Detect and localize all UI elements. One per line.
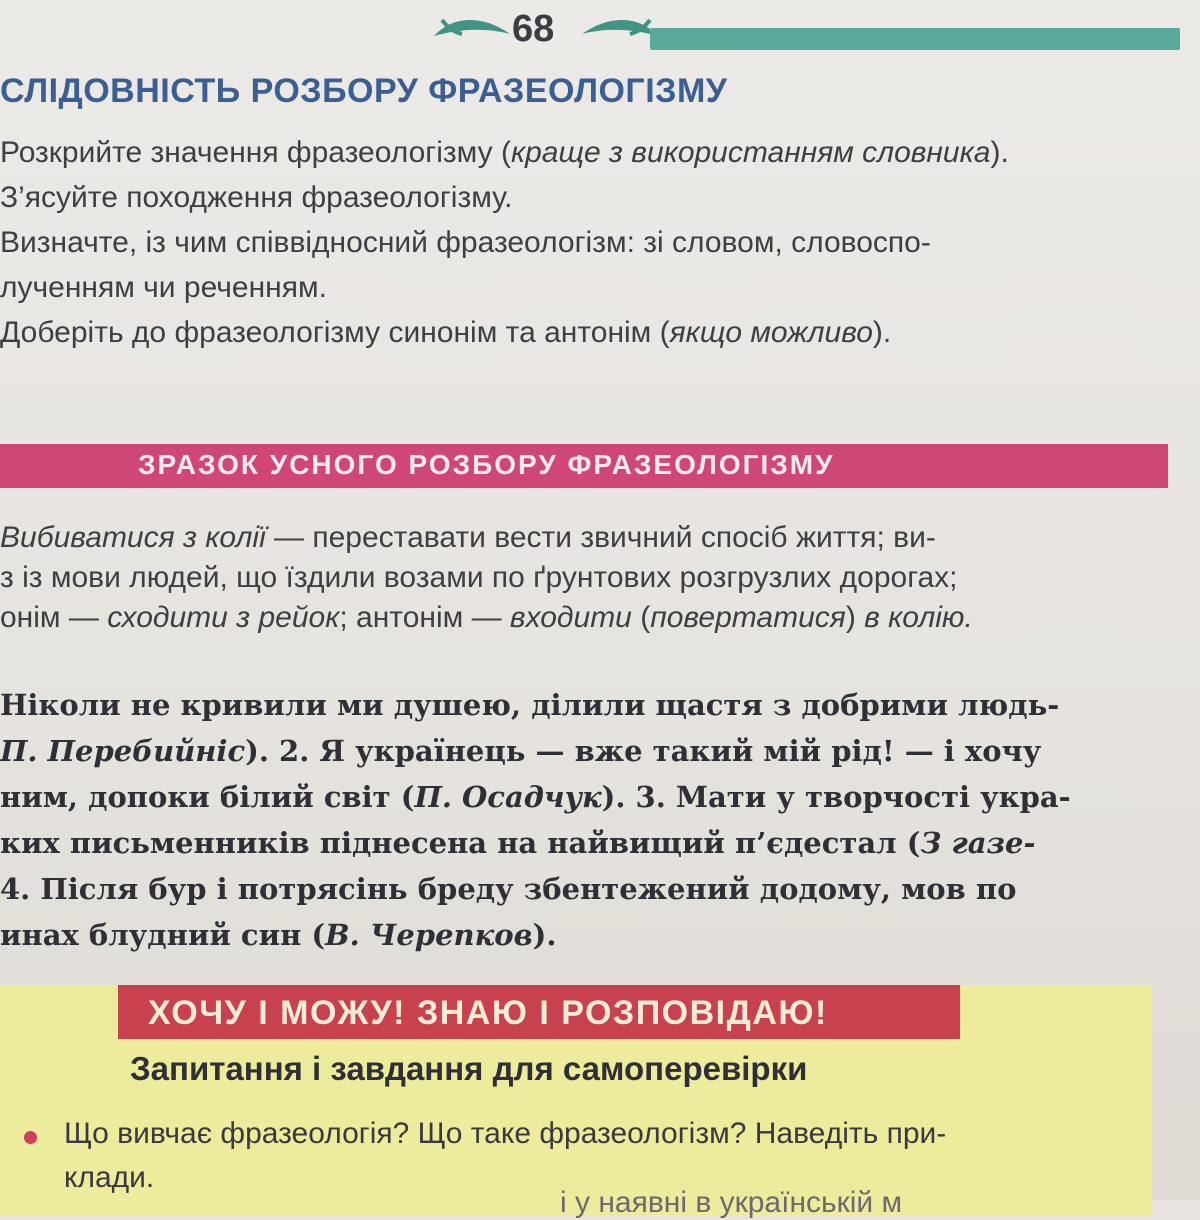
sample-heading: ЗРАЗОК УСНОГО РОЗБОРУ ФРАЗЕОЛОГІЗМУ [138, 449, 835, 480]
text-fragment: ; антонім — [339, 601, 510, 634]
text-fragment: Розкрийте значення фразеологізму ( [0, 136, 511, 169]
italic-fragment: сходити з рейок [107, 601, 340, 634]
self-check-banner-title: ХОЧУ І МОЖУ! ЗНАЮ І РОЗПОВІДАЮ! [148, 994, 828, 1032]
page-number: 68 [512, 8, 555, 50]
italic-fragment: П. Перебийніс [0, 734, 246, 768]
step-line [0, 310, 1190, 355]
sample-line [0, 558, 1190, 598]
self-check-subtitle: Запитання і завдання для самоперевірки [130, 1050, 808, 1087]
text-fragment: Доберіть до фразеологізму синонім та антонім ( [0, 316, 670, 349]
exercise-line [0, 866, 1190, 912]
sample-line [0, 518, 1190, 558]
italic-fragment: повертатися [650, 601, 846, 634]
exercise-line [0, 774, 1190, 820]
step-line [0, 220, 1190, 265]
text-fragment: ). 3. Мати у творчості укра- [601, 780, 1071, 814]
exercise-line [0, 682, 1190, 728]
analysis-steps [0, 130, 1190, 355]
italic-fragment: в колію. [864, 601, 973, 634]
step-line [0, 175, 1190, 220]
exercise-line [0, 912, 1190, 958]
cut-off-line: і у наявні в українській м [560, 1186, 903, 1219]
text-fragment: — переставати вести звичний спосіб життя; ви- [265, 521, 936, 554]
exercise-line [0, 728, 1190, 774]
text-fragment: ) [845, 601, 865, 634]
step-line [0, 130, 1190, 175]
left-leaf-ornament-icon [432, 14, 512, 48]
text-fragment: ). [990, 136, 1009, 169]
text-fragment: ним, допоки білий світ ( [0, 780, 415, 814]
sample-analysis [0, 518, 1190, 638]
question-line: Що вивчає фразеологія? Що таке фразеологізм? Наведіть при- [64, 1117, 947, 1150]
italic-fragment: В. Черепков [325, 918, 533, 952]
italic-fragment: якщо можливо [669, 316, 873, 349]
italic-fragment: Вибиватися з колії [0, 521, 266, 554]
bullet-icon [24, 1131, 37, 1144]
text-fragment: ). [532, 918, 557, 952]
exercise-line [0, 820, 1190, 866]
text-fragment: онім — [0, 601, 108, 634]
exercise-text [0, 682, 1190, 958]
question-line: клади. [64, 1161, 155, 1194]
section-title: СЛІДОВНІСТЬ РОЗБОРУ ФРАЗЕОЛОГІЗМУ [0, 72, 728, 110]
italic-fragment: З газе- [920, 826, 1036, 860]
step-line [0, 265, 1190, 310]
text-fragment: з із мови людей, що їздили возами по ґрунтових розгрузлих дорогах; [0, 561, 958, 594]
right-leaf-ornament-icon [580, 14, 660, 48]
text-fragment: З’ясуйте походження фразеологізму. [0, 181, 513, 214]
text-fragment: Визначте, із чим співвідносний фразеологізм: зі словом, словоспо- [0, 226, 931, 259]
text-fragment: ( [631, 601, 651, 634]
italic-fragment: входити [509, 601, 632, 634]
sample-line [0, 598, 1190, 638]
italic-fragment: П. Осадчук [414, 780, 602, 814]
text-fragment: ). 2. Я українець — вже такий мій рід! — і хочу [245, 734, 1042, 768]
header-bar [650, 28, 1180, 50]
text-fragment: Ніколи не кривили ми душею, ділили щастя з добрими людь- [0, 688, 1060, 722]
text-fragment: инах блудний син ( [0, 918, 326, 952]
text-fragment: 4. Після бур і потрясінь бреду збентежений додому, мов по [0, 872, 1017, 906]
text-fragment: лученням чи реченням. [0, 271, 327, 304]
italic-fragment: краще з використанням словника [510, 136, 991, 169]
text-fragment: ). [872, 316, 892, 349]
text-fragment: ких письменників піднесена на найвищий п’єдестал ( [0, 826, 921, 860]
